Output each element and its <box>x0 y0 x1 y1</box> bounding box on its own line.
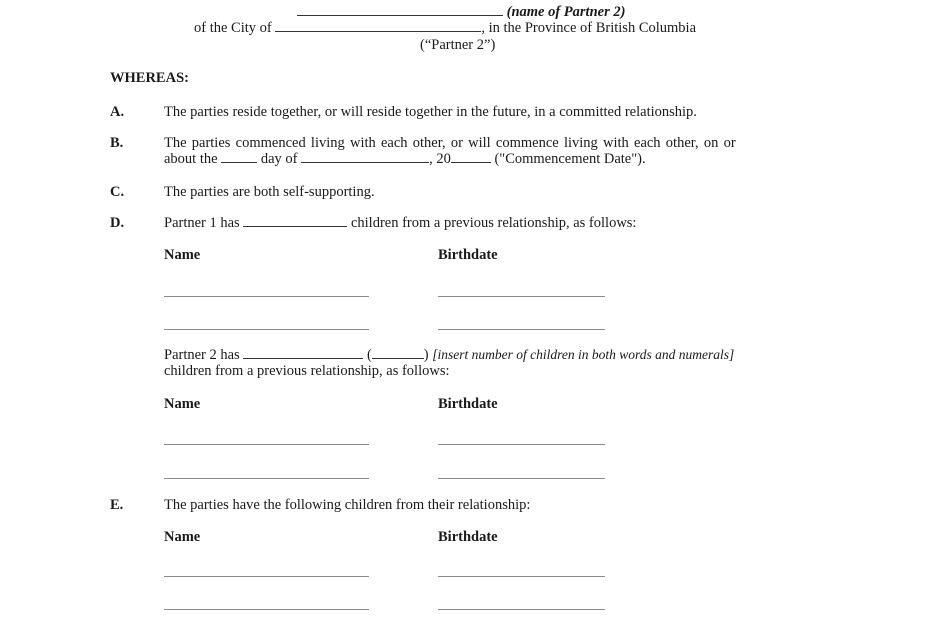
d2-birthdate-header: Birthdate <box>438 396 498 412</box>
e-name-header: Name <box>164 529 201 545</box>
clause-b-line1: The parties commenced living with each other, or will commence living with each other, on or <box>164 135 736 151</box>
month-blank[interactable] <box>301 161 429 163</box>
clause-d-partner2-line2: children from a previous relationship, as follows: <box>164 363 450 379</box>
partner2-city-line <box>194 20 696 37</box>
partner2-name-line <box>297 4 625 21</box>
city-blank[interactable] <box>275 30 481 32</box>
whereas-heading: WHEREAS: <box>110 70 189 86</box>
year-prefix: , 20 <box>429 151 451 167</box>
partner2-children-numerals-blank[interactable] <box>372 357 424 359</box>
clause-d-letter: D. <box>110 215 125 231</box>
e-birthdate-line-1[interactable] <box>438 576 605 577</box>
city-prefix: of the City of <box>194 20 272 36</box>
clause-d-partner2 <box>164 347 734 364</box>
partner2-name-label: (name of Partner 2) <box>506 4 626 20</box>
about-the-label: about the <box>164 151 218 167</box>
clause-a-text: The parties reside together, or will reside together in the future, in a committed relationship. <box>164 104 697 120</box>
clause-e-letter: E. <box>110 497 124 513</box>
e-name-line-2[interactable] <box>164 609 369 610</box>
province-suffix: , in the Province of British Columbia <box>481 20 697 36</box>
d1-name-line-2[interactable] <box>164 329 369 330</box>
partner2-children-words-blank[interactable] <box>243 357 363 359</box>
d1-birthdate-header: Birthdate <box>438 247 498 263</box>
clause-d-partner1 <box>164 215 636 232</box>
d2-birthdate-line-2[interactable] <box>438 478 605 479</box>
e-birthdate-line-2[interactable] <box>438 609 605 610</box>
commencement-date-label: ("Commencement Date"). <box>494 151 646 167</box>
d1-birthdate-line-2[interactable] <box>438 329 605 330</box>
clause-c-letter: C. <box>110 184 125 200</box>
d1-name-header: Name <box>164 247 201 263</box>
d2-name-line-2[interactable] <box>164 478 369 479</box>
d2-birthdate-line-1[interactable] <box>438 444 605 445</box>
clause-b-letter: B. <box>110 135 124 151</box>
partner2-instruction: [insert number of children in both words and numerals] <box>432 347 735 362</box>
paren-open: ( <box>366 347 372 363</box>
day-of-label: day of <box>260 151 298 167</box>
clause-e-text: The parties have the following children from their relationship: <box>164 497 531 513</box>
partner1-children-suffix: children from a previous relationship, as follows: <box>350 215 637 231</box>
partner1-children-count-blank[interactable] <box>243 225 347 227</box>
e-name-line-1[interactable] <box>164 576 369 577</box>
d2-name-header: Name <box>164 396 201 412</box>
clause-a-letter: A. <box>110 104 125 120</box>
d1-birthdate-line-1[interactable] <box>438 296 605 297</box>
d2-name-line-1[interactable] <box>164 444 369 445</box>
partner2-defined: (“Partner 2”) <box>420 37 496 53</box>
partner2-name-blank[interactable] <box>297 14 503 16</box>
partner2-has-label: Partner 2 has <box>164 347 240 363</box>
d1-name-line-1[interactable] <box>164 296 369 297</box>
partner1-has-label: Partner 1 has <box>164 215 240 231</box>
paren-close: ) <box>423 347 429 363</box>
day-blank[interactable] <box>221 161 257 163</box>
e-birthdate-header: Birthdate <box>438 529 498 545</box>
clause-b-line2 <box>164 151 646 168</box>
clause-c-text: The parties are both self-supporting. <box>164 184 375 200</box>
year-blank[interactable] <box>451 161 491 163</box>
